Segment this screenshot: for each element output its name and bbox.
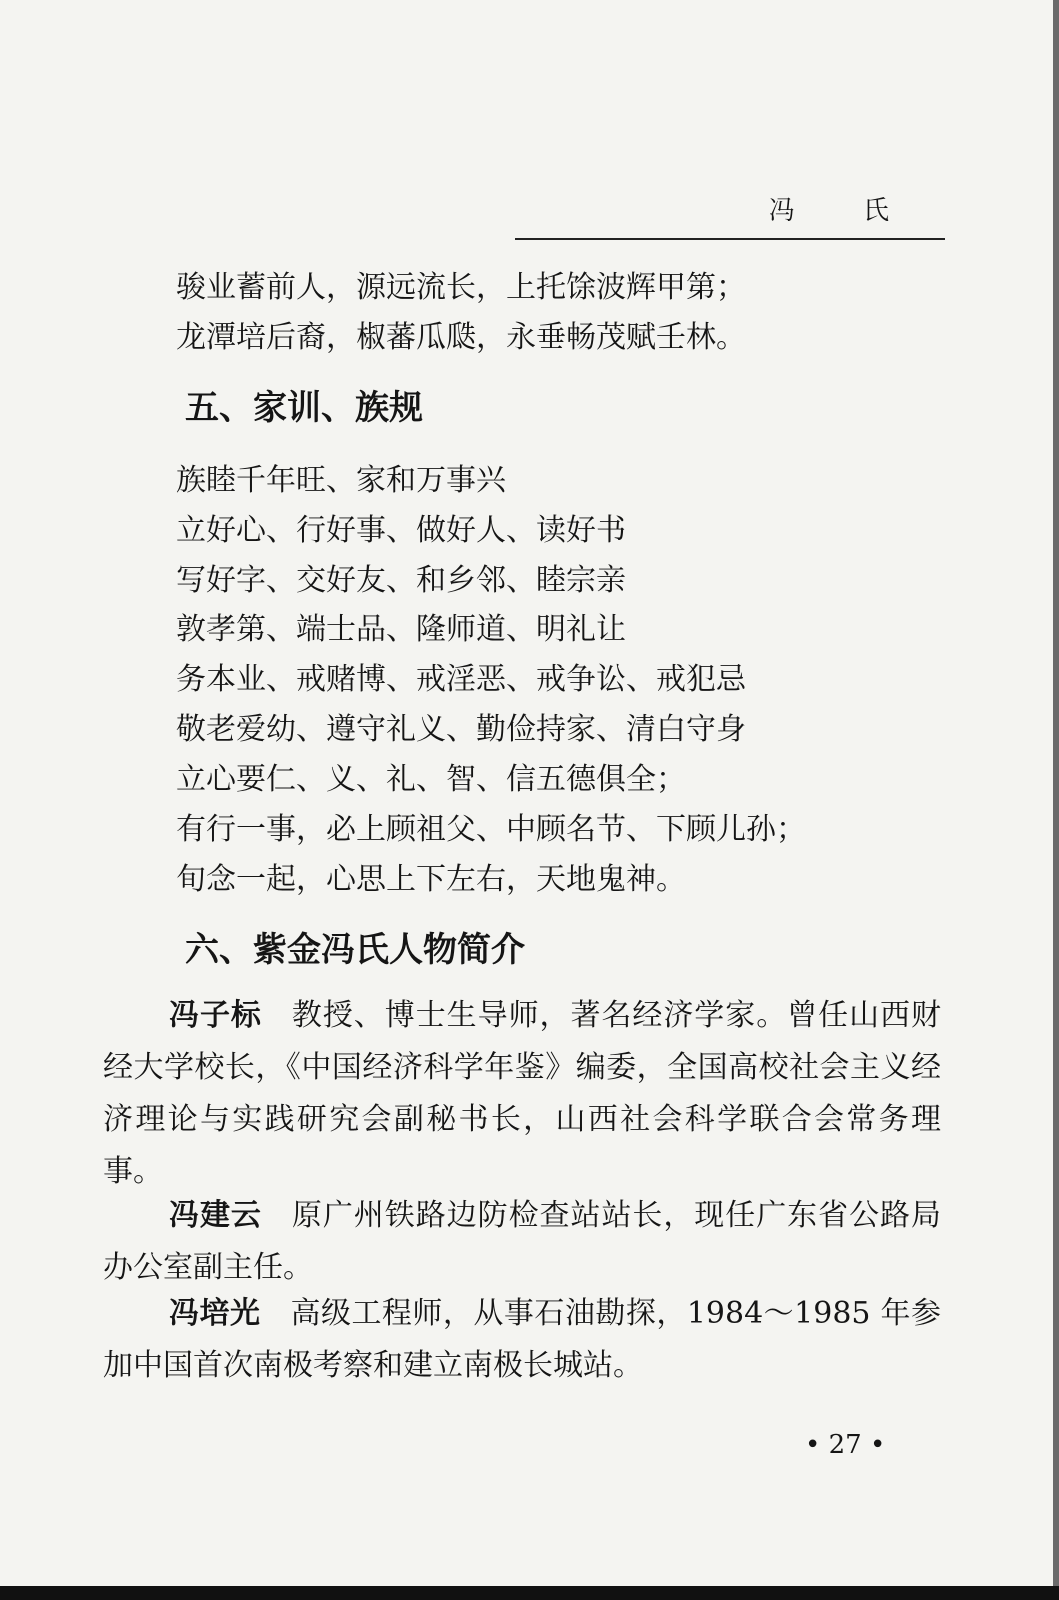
rule-line-3: 写好字、交好友、和乡邻、睦宗亲 bbox=[176, 563, 626, 598]
rule-line-5: 务本业、戒赌博、戒淫恶、戒争讼、戒犯忌 bbox=[176, 662, 746, 697]
scan-border bbox=[0, 1586, 1059, 1600]
person-name: 冯建云 bbox=[169, 1198, 262, 1233]
couplet-line-1: 骏业蓄前人，源远流长，上托馀波辉甲第； bbox=[176, 270, 746, 305]
person-description: 教授、博士生导师，著名经济学家。曾任山西财经大学校长，《中国经济科学年鉴》编委，全国高校社会主义经济理论与实践研究会副秘书长，山西社会科学联合会常务理事。 bbox=[103, 998, 942, 1189]
running-header: 冯 氏 bbox=[768, 196, 919, 226]
rule-line-8: 有行一事，必上顾祖父、中顾名节、下顾儿孙； bbox=[176, 812, 806, 847]
bio-paragraph bbox=[103, 990, 941, 1198]
rule-line-6: 敬老爱幼、遵守礼义、勤俭持家、清白守身 bbox=[176, 712, 746, 747]
bio-paragraph bbox=[103, 1288, 941, 1392]
scan-edge bbox=[1053, 0, 1059, 1600]
header-rule bbox=[515, 238, 945, 240]
section-heading-6: 六、紫金冯氏人物简介 bbox=[185, 930, 525, 970]
person-description: 原广州铁路边防检查站站长，现任广东省公路局办公室副主任。 bbox=[103, 1198, 942, 1285]
rule-line-2: 立好心、行好事、做好人、读好书 bbox=[176, 513, 626, 548]
person-name: 冯子标 bbox=[169, 998, 262, 1033]
couplet-line-2: 龙潭培后裔，椒蕃瓜瓞，永垂畅茂赋壬林。 bbox=[176, 320, 746, 355]
rule-line-1: 族睦千年旺、家和万事兴 bbox=[176, 463, 506, 498]
rule-line-4: 敦孝第、端士品、隆师道、明礼让 bbox=[176, 612, 626, 647]
bio-paragraph bbox=[103, 1190, 941, 1294]
person-description: 高级工程师，从事石油勘探，1984～1985 年参加中国首次南极考察和建立南极长城站。 bbox=[103, 1296, 942, 1383]
page-number: • 27 • bbox=[805, 1430, 886, 1460]
rule-line-7: 立心要仁、义、礼、智、信五德俱全； bbox=[176, 762, 686, 797]
rule-line-9: 旬念一起，心思上下左右，天地鬼神。 bbox=[176, 862, 686, 897]
section-heading-5: 五、家训、族规 bbox=[185, 388, 423, 428]
person-name: 冯培光 bbox=[169, 1296, 261, 1331]
